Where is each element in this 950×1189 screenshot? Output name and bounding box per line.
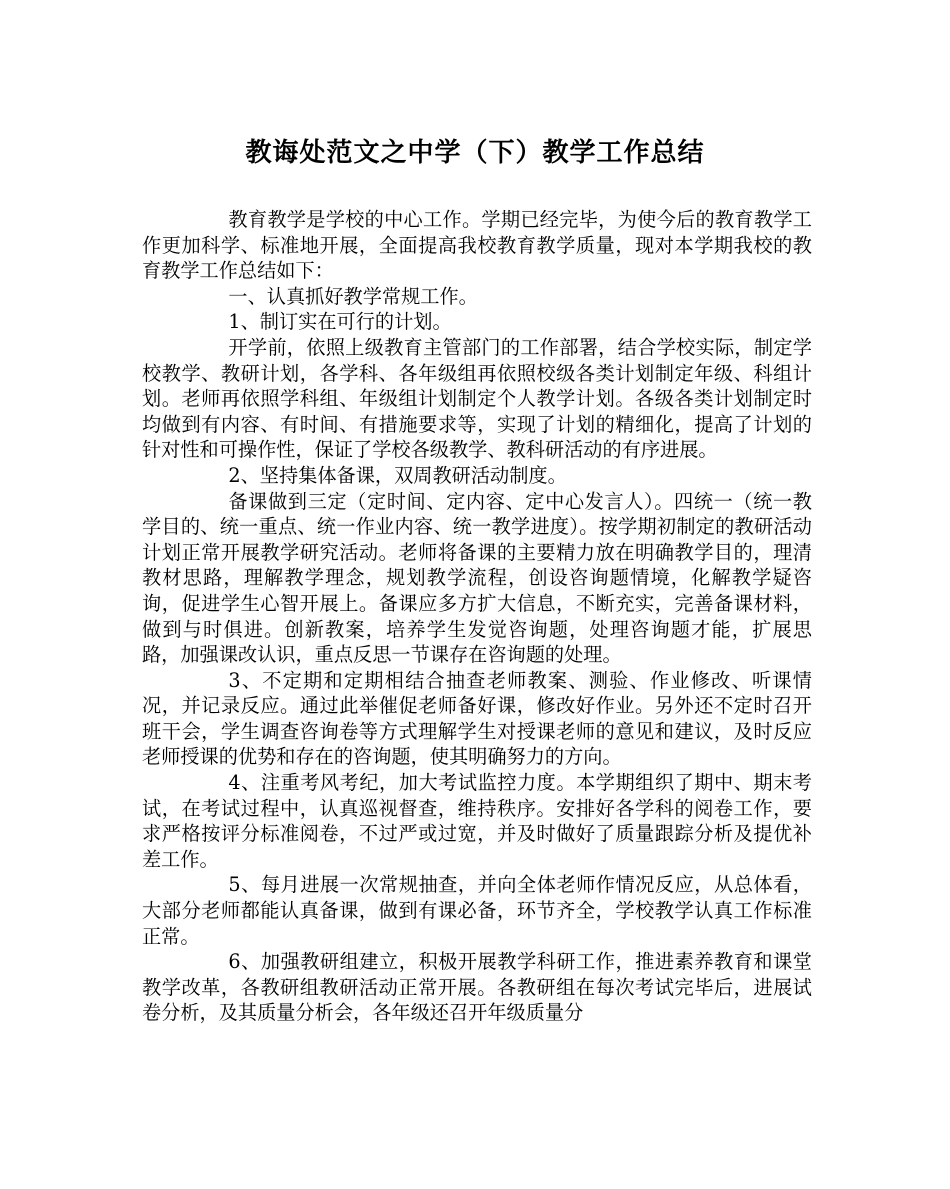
paragraph-monthly-check: 5、每月进展一次常规抽查，并向全体老师作情况反应，从总体看，大部分老师都能认真备课，做到有课必备，环节齐全，学校教学认真工作标准正常。	[142, 873, 812, 948]
subheading-1: 1、制订实在可行的计划。	[228, 310, 452, 334]
paragraph-inspection: 3、不定期和定期相结合抽查老师教案、测验、作业修改、听课情况，并记录反应。通过此举催促老师备好课，修改好作业。另外还不定时召开班干会，学生调查咨询卷等方式理解学生对授课老师的意见和建议，及时反应老师授课的优势和存在的咨询题，使其明确努力的方向。	[142, 668, 812, 769]
paragraph-intro: 教育教学是学校的中心工作。学期已经完毕，为使今后的教育教学工作更加科学、标准地开展，全面提高我校教育教学质量，现对本学期我校的教育教学工作总结如下：	[142, 208, 812, 283]
document-title: 教诲处范文之中学（下）教学工作总结	[245, 138, 705, 168]
subheading-2: 2、坚持集体备课，双周教研活动制度。	[228, 463, 567, 487]
paragraph-research-groups: 6、加强教研组建立，积极开展教学科研工作，推进素养教育和课堂教学改革，各教研组教研活动正常开展。各教研组在每次考试完毕后，进展试卷分析，及其质量分析会，各年级还召开年级质量分	[142, 950, 812, 1025]
section-heading-1: 一、认真抓好教学常规工作。	[228, 284, 478, 308]
paragraph-planning: 开学前，依照上级教育主管部门的工作部署，结合学校实际，制定学校教学、教研计划，各学科、各年级组再依照校级各类计划制定年级、科组计划。老师再依照学科组、年级组计划制定个人教学计划。各级各类计划制定时均做到有内容、有时间、有措施要求等，实现了计划的精细化，提高了计划的针对性和可操作性，保证了学校各级教学、教科研活动的有序进展。	[142, 335, 812, 462]
document-body	[142, 207, 812, 1026]
paragraph-lesson-prep: 备课做到三定（定时间、定内容、定中心发言人）。四统一（统一教学目的、统一重点、统一作业内容、统一教学进度）。按学期初制定的教研活动计划正常开展教学研究活动。老师将备课的主要精力放在明确教学目的，理清教材思路，理解教学理念，规划教学流程，创设咨询题情境，化解教学疑咨询，促进学生心智开展上。备课应多方扩大信息，不断充实，完善备课材料，做到与时俱进。创新教案，培养学生发觉咨询题，处理咨询题才能，扩展思路，加强课改认识，重点反思一节课存在咨询题的处理。	[142, 489, 812, 667]
paragraph-exams: 4、注重考风考纪，加大考试监控力度。本学期组织了期中、期末考试，在考试过程中，认真巡视督查，维持秩序。安排好各学科的阅卷工作，要求严格按评分标准阅卷，不过严或过宽，并及时做好了质量跟踪分析及提优补差工作。	[142, 771, 812, 871]
